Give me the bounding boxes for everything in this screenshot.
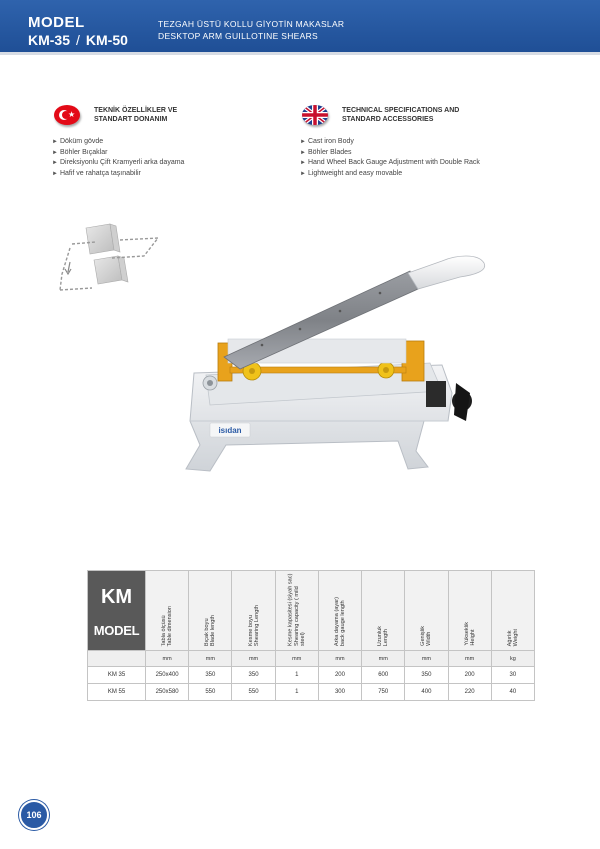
table-cell: 550: [189, 684, 232, 701]
column-header: Arka dayama (ayar) back gauge length: [318, 571, 361, 651]
table-row: [88, 667, 535, 684]
table-cell: 1: [275, 667, 318, 684]
table-cell: 600: [362, 667, 405, 684]
spec-title-tr-line2: STANDART DONANIM: [94, 116, 168, 123]
table-cell: KM 55: [88, 684, 146, 701]
unit-cell: mm: [189, 651, 232, 667]
column-header: Uzunluk Length: [362, 571, 405, 651]
table-cell: KM 35: [88, 667, 146, 684]
model-separator: /: [76, 32, 80, 48]
unit-cell: mm: [318, 651, 361, 667]
brand-logo: isıdan: [218, 426, 242, 435]
table-header-row: [88, 571, 535, 651]
table-cell: 1: [275, 684, 318, 701]
model-a: KM-35: [28, 32, 71, 48]
table-row: [88, 684, 535, 701]
unit-cell-blank: [88, 651, 146, 667]
arrow-right-icon: ►: [52, 170, 58, 177]
column-header: Tabla ölçüsü Table dimension: [146, 571, 189, 651]
spec-title-tr-line1: TEKNİK ÖZELLİKLER VE: [94, 107, 178, 114]
table-cell: 30: [491, 667, 534, 684]
table-cell: 400: [405, 684, 448, 701]
table-corner: [88, 571, 146, 651]
column-header: Kesme kapasitesi (siyah sac) Shearing capacity ( mild steel): [275, 571, 318, 651]
arrow-right-icon: ►: [52, 160, 58, 166]
column-header: Yükseklik Height: [448, 571, 491, 651]
arrow-right-icon: ►: [300, 139, 306, 145]
specification-table: [87, 570, 535, 701]
list-item: ► Böhler Bıçaklar: [52, 148, 108, 156]
unit-cell: mm: [405, 651, 448, 667]
spec-heading-en: [302, 105, 459, 125]
model-b: KM-50: [85, 32, 128, 48]
table-cell: 250x580: [146, 684, 189, 701]
table-cell: 350: [405, 667, 448, 684]
column-header: Bıçak boyu Blade length: [189, 571, 232, 651]
turkey-flag-icon: ★: [54, 105, 80, 125]
spec-title-en-line2: STANDARD ACCESSORIES: [342, 116, 434, 123]
unit-cell: mm: [362, 651, 405, 667]
spec-heading-tr: [54, 105, 177, 125]
spec-title-en-line1: TECHNICAL SPECIFICATIONS AND: [342, 107, 460, 114]
list-item: ► Döküm gövde: [52, 138, 104, 145]
page-header: [0, 0, 600, 55]
column-header: Kesme boyu Shearing Length: [232, 571, 275, 651]
column-header: Ağırlık Weight: [491, 571, 534, 651]
unit-cell: mm: [448, 651, 491, 667]
table-cell: 300: [318, 684, 361, 701]
table-cell: 200: [448, 667, 491, 684]
table-cell: 350: [232, 667, 275, 684]
table-cell: 40: [491, 684, 534, 701]
subtitle-tr: TEZGAH ÜSTÜ KOLLU GİYOTİN MAKASLAR: [158, 19, 345, 29]
guillotine-shear-illustration: [180, 245, 490, 475]
unit-cell: mm: [146, 651, 189, 667]
table-cell: 250x400: [146, 667, 189, 684]
table-cell: 550: [232, 684, 275, 701]
corner-km: KM: [100, 585, 133, 608]
feature-list-tr: [52, 137, 184, 179]
cutting-diagram-icon: [52, 222, 162, 294]
subtitle-en: DESKTOP ARM GUILLOTINE SHEARS: [158, 31, 319, 41]
unit-cell: mm: [275, 651, 318, 667]
list-item: ► Direksiyonlu Çift Kramyerli arka dayama: [52, 159, 185, 166]
uk-flag-icon: [302, 105, 328, 125]
arrow-right-icon: ►: [52, 139, 58, 145]
model-names: [28, 33, 128, 48]
page-number: 106: [19, 800, 49, 830]
list-item: ► Böhler Blades: [300, 148, 352, 156]
list-item: ► Hafif ve rahatça taşınabilir: [52, 169, 141, 177]
arrow-right-icon: ►: [52, 149, 58, 156]
list-item: ► Hand Wheel Back Gauge Adjustment with Double Rack: [300, 159, 480, 166]
unit-cell: mm: [232, 651, 275, 667]
table-cell: 200: [318, 667, 361, 684]
feature-list-en: [300, 137, 480, 179]
model-label: MODEL: [28, 14, 85, 31]
spec-title-tr: [94, 106, 177, 124]
spec-title-en: [342, 106, 459, 124]
column-header: Genişlik Width: [405, 571, 448, 651]
unit-cell: kg: [491, 651, 534, 667]
unit-row: [88, 651, 535, 667]
arrow-right-icon: ►: [300, 149, 306, 156]
table-cell: 350: [189, 667, 232, 684]
list-item: ► Lightweight and easy movable: [300, 169, 403, 177]
arrow-right-icon: ►: [300, 160, 306, 166]
arrow-right-icon: ►: [300, 170, 306, 177]
corner-model: MODEL: [93, 622, 140, 638]
table-cell: 750: [362, 684, 405, 701]
table-cell: 220: [448, 684, 491, 701]
list-item: ► Cast iron Body: [300, 138, 354, 145]
